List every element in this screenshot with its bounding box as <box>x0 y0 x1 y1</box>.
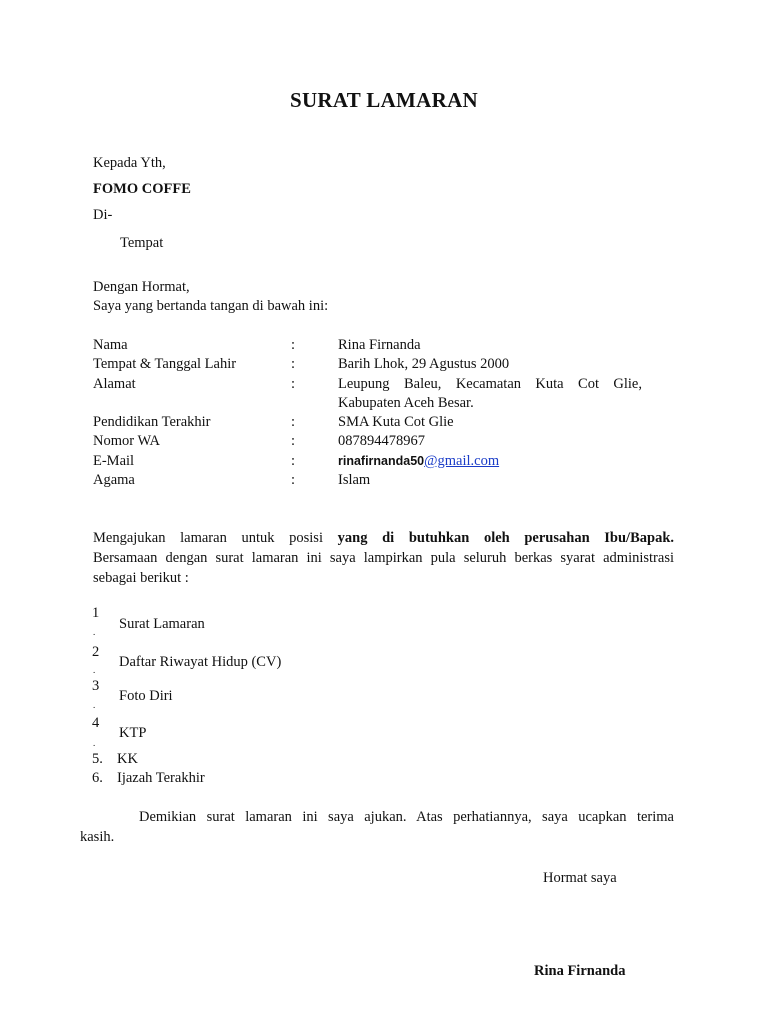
body-line-3: sebagai berikut : <box>93 570 189 586</box>
attachment-item: Foto Diri <box>119 688 173 704</box>
attachment-dot: . <box>93 738 96 748</box>
recipient-place: Tempat <box>120 235 164 251</box>
field-value-nama: Rina Firnanda <box>338 337 421 353</box>
field-label-email: E-Mail <box>93 453 135 469</box>
field-value-wa: 087894478967 <box>338 433 425 449</box>
closing-line-2: kasih. <box>80 829 115 845</box>
field-label-ttl: Tempat & Tanggal Lahir <box>93 356 237 372</box>
field-value-ttl: Barih Lhok, 29 Agustus 2000 <box>338 356 510 372</box>
email-link[interactable]: @gmail.com <box>424 453 500 469</box>
field-separator: : <box>291 453 296 469</box>
salutation: Dengan Hormat, <box>93 279 190 295</box>
attachment-item: KTP <box>119 725 147 741</box>
field-separator: : <box>291 376 296 392</box>
field-value-pendidikan: SMA Kuta Cot Glie <box>338 414 454 430</box>
attachment-dot: . <box>93 627 96 637</box>
attachment-number: 2 <box>92 644 100 660</box>
attachment-number: 3 <box>92 678 100 694</box>
body-position-text: yang di butuhkan oleh perusahan Ibu/Bapak. <box>337 530 675 546</box>
field-separator: : <box>291 433 296 449</box>
signature-regards: Hormat saya <box>543 870 617 886</box>
recipient-company: FOMO COFFE <box>93 181 191 197</box>
attachment-number: 6. <box>92 770 103 786</box>
body-line-1 <box>93 528 674 548</box>
field-label-nama: Nama <box>93 337 128 353</box>
body-line-2: Bersamaan dengan surat lamaran ini saya lampirkan pula seluruh berkas syarat administrasi <box>93 550 674 566</box>
attachment-item: Ijazah Terakhir <box>117 770 205 786</box>
attachment-item: Daftar Riwayat Hidup (CV) <box>119 654 282 670</box>
field-label-wa: Nomor WA <box>93 433 160 449</box>
field-separator: : <box>291 356 296 372</box>
attachment-number: 4 <box>92 715 100 731</box>
field-value-agama: Islam <box>338 472 371 488</box>
field-value-email <box>338 452 499 471</box>
attachment-number: 5. <box>92 751 103 767</box>
body-text: Mengajukan lamaran untuk posisi <box>93 530 323 546</box>
field-separator: : <box>291 472 296 488</box>
field-label-alamat: Alamat <box>93 376 136 392</box>
closing-line-1: Demikian surat lamaran ini saya ajukan. Atas perhatiannya, saya ucapkan terima <box>139 809 674 825</box>
field-value-alamat-line2: Kabupaten Aceh Besar. <box>338 395 474 411</box>
letter-title: SURAT LAMARAN <box>289 88 479 112</box>
attachment-item: Surat Lamaran <box>119 616 205 632</box>
recipient-di: Di- <box>93 207 113 223</box>
recipient-greeting: Kepada Yth, <box>93 155 166 171</box>
attachment-number: 1 <box>92 605 100 621</box>
attachment-dot: . <box>93 665 96 675</box>
attachment-item: KK <box>117 751 138 767</box>
email-username: rinafirnanda50 <box>338 454 425 468</box>
signature-name: Rina Firnanda <box>534 963 626 979</box>
attachment-dot: . <box>93 700 96 710</box>
intro-text: Saya yang bertanda tangan di bawah ini: <box>93 298 329 314</box>
field-value-alamat: Leupung Baleu, Kecamatan Kuta Cot Glie, <box>338 376 642 392</box>
field-separator: : <box>291 414 296 430</box>
field-separator: : <box>291 337 296 353</box>
field-label-pendidikan: Pendidikan Terakhir <box>93 414 211 430</box>
field-label-agama: Agama <box>93 472 135 488</box>
